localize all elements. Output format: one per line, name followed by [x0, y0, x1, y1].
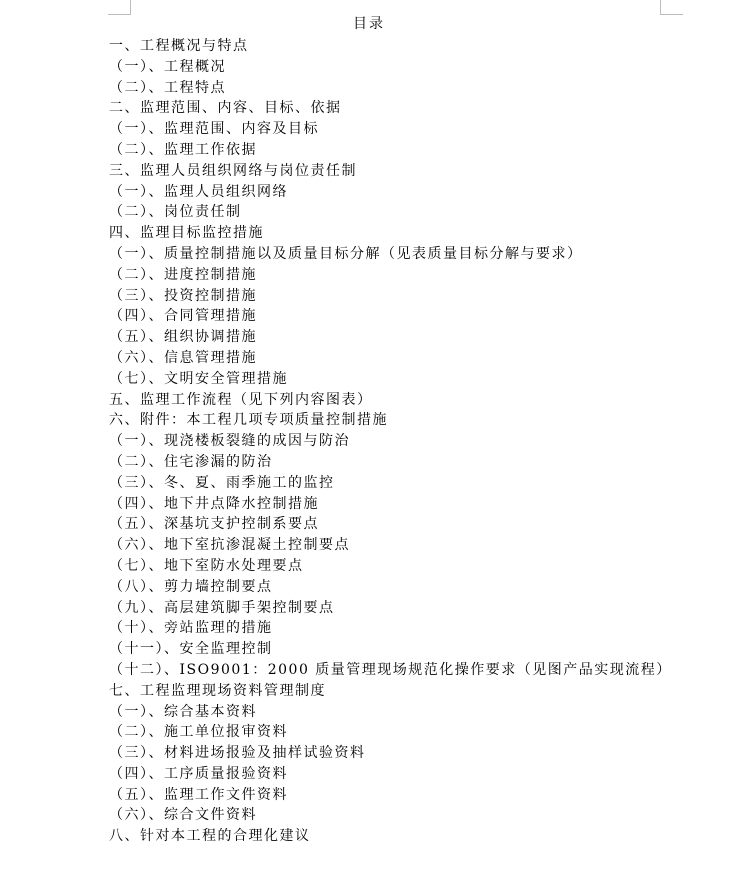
toc-entry: 八、针对本工程的合理化建议: [109, 828, 311, 845]
toc-entry: （八）、剪力墙控制要点: [109, 578, 273, 595]
toc-entry: （九）、高层建筑脚手架控制要点: [109, 599, 335, 616]
toc-entry: （十）、旁站监理的措施: [109, 620, 273, 637]
toc-entry: （三）、投资控制措施: [109, 287, 257, 304]
toc-entry: （一）、监理人员组织网络: [109, 183, 288, 200]
toc-entry: （四）、地下井点降水控制措施: [109, 495, 319, 512]
toc-entry: （三）、冬、夏、雨季施工的监控: [109, 474, 335, 491]
toc-entry: （五）、监理工作文件资料: [109, 786, 288, 803]
toc-entry: （四）、工序质量报验资料: [109, 765, 288, 782]
toc-entry: （一）、工程概况: [109, 58, 226, 75]
toc-entry: （一）、质量控制措施以及质量目标分解（见表质量目标分解与要求）: [109, 245, 583, 262]
page-corner-mark-left: [108, 0, 131, 15]
toc-entry: 五、监理工作流程（见下列内容图表）: [109, 391, 373, 408]
toc-entry: 六、附件：本工程几项专项质量控制措施: [109, 412, 388, 429]
toc-entry: （十一）、安全监理控制: [109, 641, 273, 658]
toc-entry: （二）、施工单位报审资料: [109, 724, 288, 741]
toc-entry: （六）、综合文件资料: [109, 807, 257, 824]
toc-entry: （五）、深基坑支护控制系要点: [109, 516, 319, 533]
toc-entry: （一）、监理范围、内容及目标: [109, 121, 319, 138]
toc-entry: （十二）、ISO9001：2000 质量管理现场规范化操作要求（见图产品实现流程）: [109, 661, 672, 678]
toc-entry: （七）、文明安全管理措施: [109, 370, 288, 387]
toc-entry: （二）、岗位责任制: [109, 204, 242, 221]
toc-entry: （四）、合同管理措施: [109, 308, 257, 325]
toc-entry: （一）、综合基本资料: [109, 703, 257, 720]
toc-entry: （七）、地下室防水处理要点: [109, 557, 304, 574]
toc-entry: 三、监理人员组织网络与岗位责任制: [109, 162, 357, 179]
toc-entry: 四、监理目标监控措施: [109, 225, 264, 242]
toc-entry: （二）、住宅渗漏的防治: [109, 453, 273, 470]
toc-entry: （三）、材料进场报验及抽样试验资料: [109, 745, 366, 762]
toc-title: 目录: [353, 16, 385, 32]
toc-list: [109, 36, 729, 847]
toc-entry: 一、工程概况与特点: [109, 38, 249, 54]
toc-entry: （五）、组织协调措施: [109, 329, 257, 346]
page-corner-mark-right: [660, 0, 683, 15]
toc-entry: （一）、现浇楼板裂缝的成因与防治: [109, 433, 350, 450]
toc-entry: （六）、地下室抗渗混凝土控制要点: [109, 537, 350, 554]
toc-entry: 二、监理范围、内容、目标、依据: [109, 100, 342, 117]
toc-entry: 七、工程监理现场资料管理制度: [109, 682, 326, 699]
toc-entry: （二）、监理工作依据: [109, 141, 257, 158]
toc-entry: （二）、工程特点: [109, 79, 226, 96]
toc-entry: （二）、进度控制措施: [109, 266, 257, 283]
toc-entry: （六）、信息管理措施: [109, 349, 257, 366]
